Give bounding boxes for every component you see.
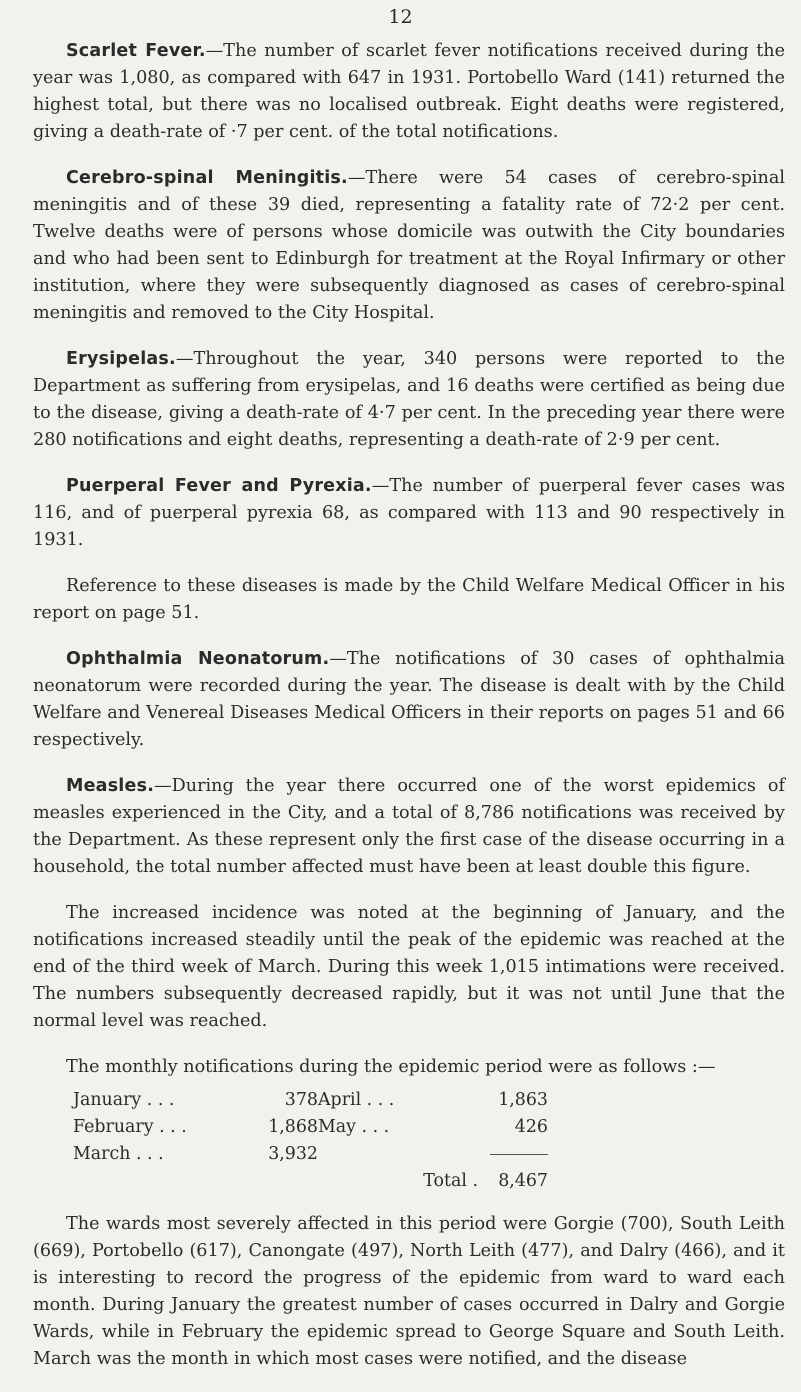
month-label: February . . . [73, 1117, 187, 1137]
table-row [73, 1141, 548, 1168]
sum-rule [490, 1154, 548, 1155]
table-row-total [73, 1168, 548, 1195]
monthly-notifications-table [73, 1087, 548, 1195]
meningitis-heading: Cerebro-spinal Meningitis. [66, 168, 348, 188]
scarlet-fever-paragraph [33, 38, 785, 146]
month-value: 378 [284, 1090, 318, 1110]
table-row [73, 1114, 548, 1141]
meningitis-text: —There were 54 cases of cerebro-spinal meningitis and of these 39 died, representing a fatality rate of 72·2 per cent. Twelve deaths were of persons whose domicile was outwith the City boundaries and who had been sent to Edinburgh for treatment at the Royal Infirmary or other institution, where they were subsequently diagnosed as cases of cerebro-spinal meningitis and removed to the City Hospital. [33, 168, 785, 323]
puerperal-paragraph [33, 473, 785, 554]
total-value: 8,467 [498, 1171, 548, 1191]
meningitis-paragraph [33, 165, 785, 327]
total-label: Total . [423, 1171, 478, 1191]
month-value: 426 [514, 1117, 548, 1137]
ophthalmia-heading: Ophthalmia Neonatorum. [66, 649, 330, 669]
month-value: 1,863 [498, 1090, 548, 1110]
month-label: March . . . [73, 1144, 164, 1164]
table-row [73, 1087, 548, 1114]
measles-text: —During the year there occurred one of the worst epidemics of measles experienced in the City, and a total of 8,786 notifications was received by the Department. As these represent only the first case of the disease occurring in a household, the total number affected must have been at least double this figure. [33, 776, 785, 877]
month-label: April . . . [318, 1090, 395, 1110]
month-label: January . . . [73, 1090, 175, 1110]
puerperal-heading: Puerperal Fever and Pyrexia. [66, 476, 372, 496]
measles-heading: Measles. [66, 776, 155, 796]
document-body [33, 38, 785, 1392]
measles-paragraph [33, 773, 785, 881]
erysipelas-heading: Erysipelas. [66, 349, 176, 369]
ophthalmia-paragraph [33, 646, 785, 754]
ophthalmia-text: —The notifications of 30 cases of ophthalmia neonatorum were recorded during the year. The disease is dealt with by the Child Welfare and Venereal Diseases Medical Officers in their reports on pages 51 and 66 respectively. [33, 649, 785, 750]
page-number: 12 [388, 6, 413, 28]
month-label: May . . . [318, 1117, 390, 1137]
month-value: 1,868 [268, 1117, 318, 1137]
month-value: 3,932 [268, 1144, 318, 1164]
increase-paragraph: The increased incidence was noted at the beginning of January, and the notifications increased steadily until the peak of the epidemic was reached at the end of the third week of March. During this week 1,015 intimations were received. The numbers subsequently decreased rapidly, but it was not until June that the normal level was reached. [33, 903, 785, 1031]
erysipelas-text: —Throughout the year, 340 persons were reported to the Department as suffering from erysipelas, and 16 deaths were certified as being due to the disease, giving a death-rate of 4·7 per cent. In the preceding year there were 280 notifications and eight deaths, representing a death-rate of 2·9 per cent. [33, 349, 785, 450]
erysipelas-paragraph [33, 346, 785, 454]
reference-paragraph: Reference to these diseases is made by the Child Welfare Medical Officer in his report on page 51. [33, 576, 785, 623]
monthly-intro: The monthly notifications during the epidemic period were as follows :— [66, 1057, 716, 1077]
puerperal-text: —The number of puerperal fever cases was 116, and of puerperal pyrexia 68, as compared with 113 and 90 respectively in 1931. [33, 476, 785, 550]
wards-paragraph: The wards most severely affected in this period were Gorgie (700), South Leith (669), Portobello (617), Canongate (497), North Leith (477), and Dalry (466), and it is interesting to record the progress of the epidemic from ward to ward each month. During January the greatest number of cases occurred in Dalry and Gorgie Wards, while in February the epidemic spread to George Square and South Leith. March was the month in which most cases were notified, and the disease [33, 1214, 785, 1369]
scarlet-fever-text: —The number of scarlet fever notifications received during the year was 1,080, as compared with 647 in 1931. Portobello Ward (141) returned the highest total, but there was no localised outbreak. Eight deaths were registered, giving a death-rate of ·7 per cent. of the total notifications. [33, 41, 786, 142]
scarlet-fever-heading: Scarlet Fever. [66, 41, 206, 61]
